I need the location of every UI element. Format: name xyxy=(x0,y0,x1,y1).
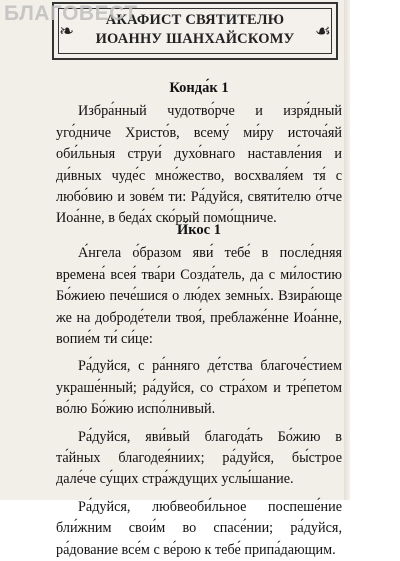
ikos-paragraph: Ра́дуйся, яви́вый благода́ть Бо́жию в та́йных благодея́ниих; ра́дуйся, бы́строе дале́че су́щих стра́ждущих услы́шание. xyxy=(56,428,342,488)
ikos-paragraph: Ра́дуйся, любвеоби́льное поспеше́ние бли́жним свои́м во спасе́нии; ра́дуйся, ра́дование все́м с ве́рою к тебе́ припа́дающим. xyxy=(56,498,342,558)
ikos-heading: И́кос 1 xyxy=(176,222,221,238)
ikos-section xyxy=(56,220,342,561)
kondak-text: Избра́нный чудотво́рче и изря́дный уго́дниче Христо́в, всему́ ми́ру источа́яй оби́льныя струи́ духо́внаго наставле́ния и ди́вных чуде́с мно́жество, восхваля́ем тя́ с любо́вию и зове́м ти: Ра́дуйся, святи́телю о́тче Иоа́нне, в беда́х ско́рый помо́щниче. xyxy=(56,103,342,227)
ornament-right-icon: ☙ xyxy=(314,21,331,41)
ikos-paragraph: Ра́дуйся, с ра́нняго де́тства благоче́стием украше́нный; ра́дуйся, со стра́хом и тре́петом во́лю Бо́жию испо́лнивый. xyxy=(56,358,342,418)
watermark: БЛАГОВЕСТ xyxy=(4,2,138,25)
ornament-left-icon: ❧ xyxy=(59,21,75,41)
title-line-2: ИОАННУ ШАНХАЙСКОМУ xyxy=(95,31,295,47)
kondak-section xyxy=(56,78,342,230)
ikos-paragraph: А́нгела о́бразом яви́ тебе́ в после́дняя времена́ всея́ тва́ри Созда́тель, да с ми́лостию Бо́жиею пече́шися о лю́дех земны́х. Взира́юще же на доброде́тели твоя́, преблаже́нне Иоа́нне, вопие́м ти́ си́це: xyxy=(56,245,342,348)
title-line-1: АКАФИСТ СВЯТИТЕЛЮ xyxy=(105,12,285,28)
page-edge xyxy=(350,0,400,500)
kondak-heading: Конда́к 1 xyxy=(169,80,229,96)
